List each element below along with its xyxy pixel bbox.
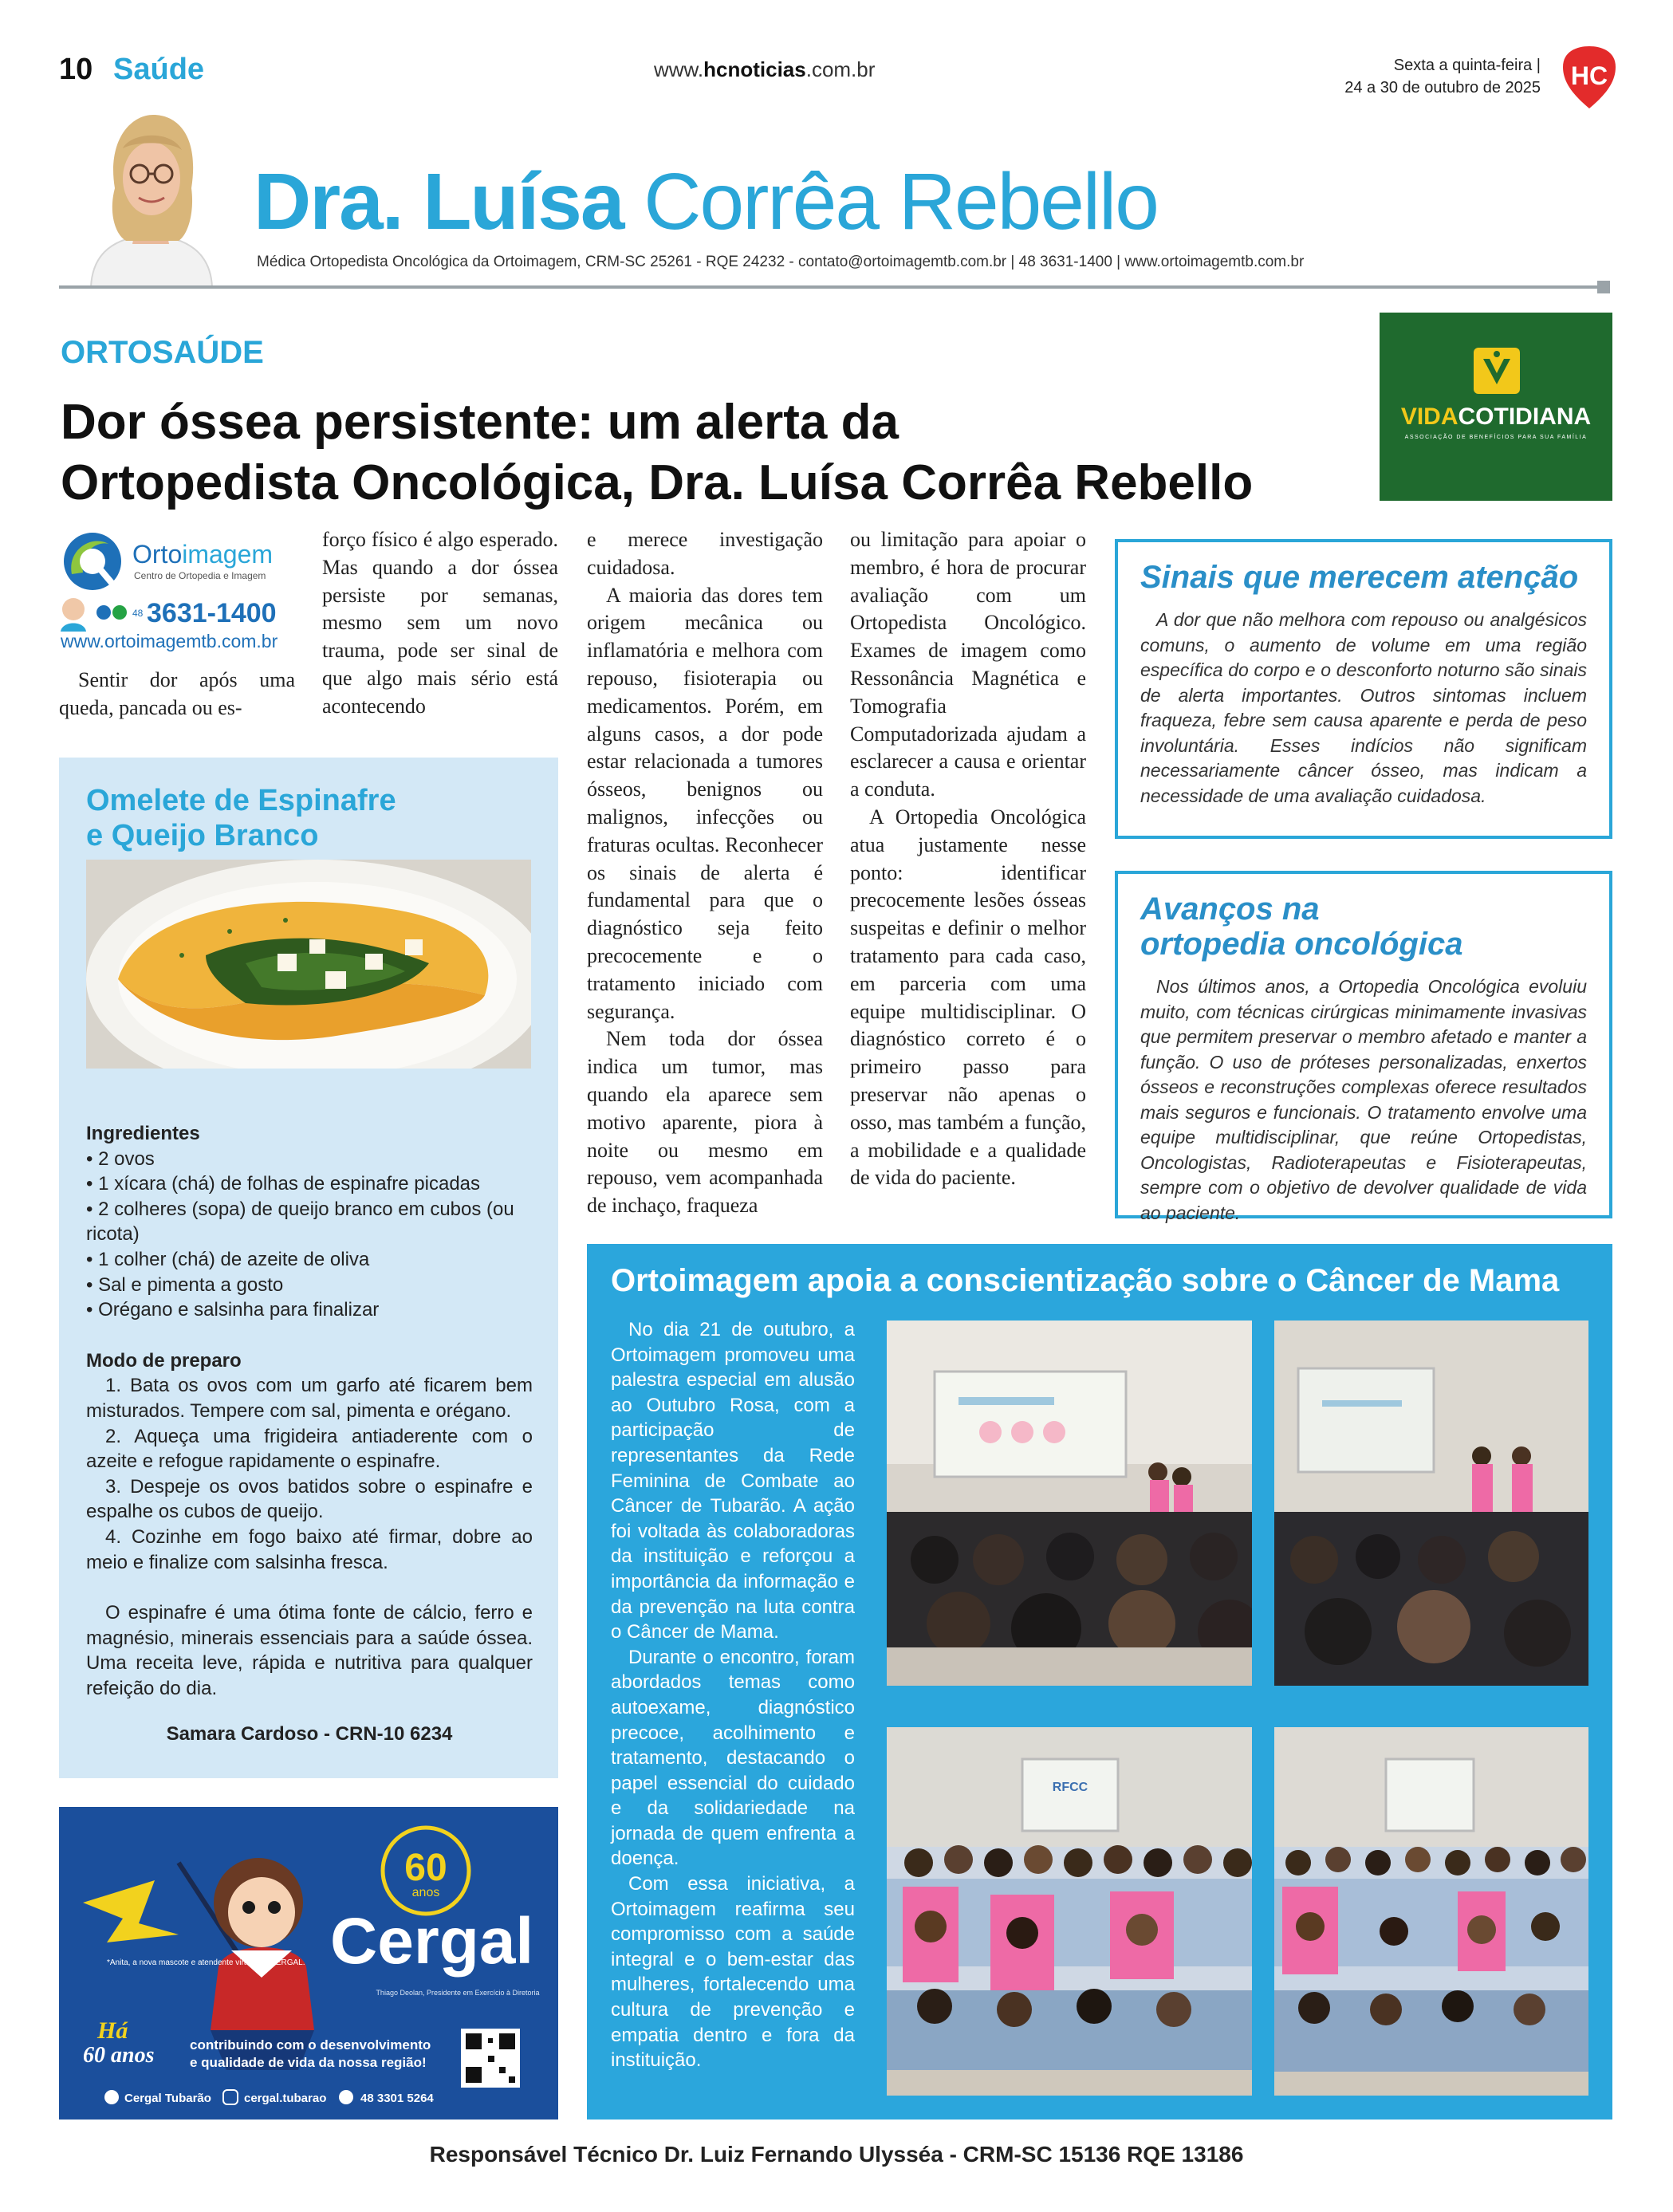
article-paragraph: Sentir dor após uma queda, pancada ou es-	[59, 668, 295, 719]
site-prefix: www.	[654, 57, 704, 81]
date-line-weekdays: Sexta a quinta-feira |	[1393, 57, 1541, 74]
method-steps	[86, 1373, 533, 1575]
ortoimagem-brand-part2: imagem	[182, 540, 274, 569]
warning-signs-title: Sinais que merecem atenção	[1140, 560, 1579, 595]
event-photo-group-1	[887, 1727, 1252, 2096]
date-line-range: 24 a 30 de outubro de 2025	[1344, 79, 1541, 96]
warning-signs-text: A dor que não melhora com repouso ou analgésicos comuns, o aumento de volume em uma região específica do corpo e o desconforto noturno são sinais de alerta importantes. Outros sintomas incluem fraqueza, febre sem causa aparente e perda de peso involuntária. Esses indícios não significam necessariamente câncer ósseo, mas indicam a necessidade de uma avaliação cuidadosa.	[1140, 609, 1587, 806]
facebook-icon	[104, 2090, 119, 2104]
ortoimagem-tagline: Centro de Ortopedia e Imagem	[134, 570, 266, 581]
vida-tagline: ASSOCIAÇÃO DE BENEFÍCIOS PARA SUA FAMÍLIA	[1404, 435, 1588, 440]
event-photo-lecture-1	[887, 1321, 1252, 1686]
advances-text: Nos últimos anos, a Ortopedia Oncológica evoluiu muito, com técnicas cirúrgicas minimamente invasivas que permitem preservar o membro afetado e manter a função. O uso de próteses personalizadas, enxertos ósseos e reconstruções complexas oferece resultados mais seguros e funcionais. O tratamento envolve uma equipe multidisciplinar, que reúne Ortopedistas, Oncologistas, Radioterapeutas e Fisioterapeutas, sempre com o objetivo de devolver qualidade de vida ao paciente.	[1140, 976, 1587, 1223]
recipe-title-line2: e Queijo Branco	[86, 819, 319, 852]
article-column-2	[322, 526, 558, 721]
ingredient-item: • 2 ovos	[86, 1147, 533, 1172]
ortoimagem-ddd: 48	[132, 608, 144, 619]
site-name: hcnoticias	[703, 57, 806, 81]
article-title-line2: Ortopedista Oncológica, Dra. Luísa Corrêa Rebello	[61, 455, 1254, 510]
article-column-3	[587, 526, 823, 1220]
recipe-title-line1: Omelete de Espinafre	[86, 784, 396, 817]
article-paragraph: A Ortopedia Oncológica atua justamente nesse ponto: identificar precocemente lesões ósseas suspeitas e definir o melhor tratamento para cada caso, em parceria com uma equipe multidisciplinar. O diagnóstico correto é o primeiro passo para preservar não apenas o osso, mas também a função, a mobilidade e a qualidade de vida do paciente.	[850, 805, 1086, 1190]
article-paragraph: e merece investigação cuidadosa.	[587, 528, 823, 579]
cergal-mascot-caption: *Anita, a nova mascote e atendente virtual da CERGAL.	[107, 1958, 305, 1967]
article-title	[61, 392, 1368, 514]
article-paragraph: Nem toda dor óssea indica um tumor, mas quando ela aparece sem motivo aparente, piora à noite ou mesmo em repouso, vem acompanhada de inchaço, fraqueza	[587, 1027, 823, 1218]
vida-brand-part1: VIDA	[1400, 403, 1458, 430]
advances-title-line1: Avanços na	[1140, 891, 1320, 927]
edition-dates	[1344, 54, 1541, 99]
panel-title: Ortoimagem apoia a conscientização sobre o Câncer de Mama	[611, 1263, 1560, 1298]
omelette-photo	[86, 860, 531, 1069]
recipe-box	[59, 758, 558, 1778]
method-step: 4. Cozinhe em fogo baixo até firmar, dobre ao meio e finalize com salsinha fresca.	[86, 1525, 533, 1573]
event-photo-group-2	[1274, 1727, 1588, 2096]
vida-brand-part2: COTIDIANA	[1458, 403, 1592, 430]
recipe-author: Samara Cardoso - CRN-10 6234	[166, 1723, 453, 1746]
breast-cancer-panel	[587, 1244, 1612, 2120]
ingredient-item: • 1 xícara (chá) de folhas de espinafre picadas	[86, 1171, 533, 1197]
method-step: 1. Bata os ovos com um garfo até ficarem bem misturados. Tempere com sal, pimenta e orégano.	[86, 1375, 533, 1422]
recipe-body	[86, 1121, 533, 1747]
ingredients-list	[86, 1147, 533, 1323]
article-paragraph: forço físico é algo esperado. Mas quando a dor óssea persiste por semanas, mesmo sem um novo trauma, pode ser sinal de que algo mais sério está acontecendo	[322, 528, 558, 718]
ingredient-item: • Orégano e salsinha para finalizar	[86, 1297, 533, 1323]
screen-label: RFCC	[1052, 1781, 1088, 1794]
method-step: 2. Aqueça uma frigideira antiaderente com o azeite e refogue rapidamente o espinafre.	[86, 1425, 533, 1473]
ingredient-item: • 1 colher (chá) de azeite de oliva	[86, 1247, 533, 1273]
svg-text:VIDACOTIDIANA	[1401, 403, 1591, 430]
panel-paragraph: Com essa iniciativa, a Ortoimagem reafirma seu compromisso com a saúde integral e o bem-estar das mulheres, fortalecendo uma cultura de prevenção e empatia dentro e fora da instituição.	[611, 1873, 855, 2072]
columnist-last-name: Corrêa Rebello	[644, 157, 1158, 246]
columnist-first-name: Dra. Luísa	[254, 157, 624, 246]
svg-text:Ortoimagem	[132, 540, 273, 569]
ingredient-item: • 2 colheres (sopa) de queijo branco em cubos (ou ricota)	[86, 1197, 533, 1247]
ingredients-heading: Ingredientes	[86, 1123, 200, 1144]
ortoimagem-ad[interactable]	[59, 526, 298, 655]
columnist-name	[254, 156, 1158, 248]
advances-title-line2: ortopedia oncológica	[1140, 927, 1463, 962]
recipe-title	[86, 783, 485, 853]
columnist-credentials: Médica Ortopedista Oncológica da Ortoimagem, CRM-SC 25261 - RQE 24232 - contato@ortoimagemtb.com.br | 48 3631-1400 | www.ortoimagemtb.com.br	[257, 254, 1305, 270]
cergal-ha-years: 60 anos	[83, 2043, 155, 2068]
cergal-facebook[interactable]: Cergal Tubarão	[124, 2092, 211, 2105]
cergal-instagram[interactable]: cergal.tubarao	[244, 2092, 327, 2105]
cergal-president-caption: Thiago Deolan, Presidente em Exercício à Diretoria	[376, 1989, 540, 1997]
ingredient-item: • Sal e pimenta a gosto	[86, 1273, 533, 1298]
ortoimagem-website[interactable]: www.ortoimagemtb.com.br	[61, 631, 278, 651]
article-column-4	[850, 526, 1086, 1192]
recipe-note: O espinafre é uma ótima fonte de cálcio, ferro e magnésio, minerais essenciais para a saúde óssea. Uma receita leve, rápida e nutritiva para qualquer refeição do dia.	[86, 1602, 533, 1699]
panel-text	[611, 1317, 855, 2073]
cergal-ha-label: Há	[97, 2017, 128, 2044]
article-title-line1: Dor óssea persistente: um alerta da	[61, 395, 899, 450]
cergal-anniversary-word: anos	[411, 1886, 440, 1899]
phone-icon	[96, 605, 111, 620]
advances-box	[1115, 871, 1612, 1223]
cergal-brand: Cergal	[330, 1905, 534, 1978]
cergal-slogan-line1: contribuindo com o desenvolvimento	[190, 2037, 431, 2053]
columnist-portrait	[59, 100, 242, 287]
ortoimagem-phone[interactable]: 3631-1400	[147, 598, 277, 628]
site-suffix: .com.br	[805, 57, 876, 81]
cergal-anniversary-number: 60	[404, 1847, 447, 1889]
header-divider	[59, 285, 1609, 289]
article-column-1	[59, 667, 295, 722]
article-paragraph: ou limitação para apoiar o membro, é hora de procurar avaliação com um Ortopedista Oncológico. Exames de imagem como Ressonância Magnética e Tomografia Computadorizada ajudam a esclarecer a causa e orientar a conduta.	[850, 528, 1086, 801]
advances-title	[1140, 891, 1587, 962]
section-name: Saúde	[113, 53, 205, 86]
cergal-ad[interactable]	[59, 1807, 558, 2120]
page-number: 10	[59, 53, 93, 86]
cergal-whatsapp[interactable]: 48 3301 5264	[360, 2092, 434, 2105]
panel-paragraph: Durante o encontro, foram abordados temas como autoexame, diagnóstico precoce, acolhimento e tratamento, destacando o papel essencial do cuidado e da solidariedade na jornada de quem enfrenta a doença.	[611, 1646, 855, 1870]
whatsapp-icon	[112, 605, 127, 620]
footer-technical-responsible: Responsável Técnico Dr. Luiz Fernando Ulysséa - CRM-SC 15136 RQE 13186	[429, 2142, 1244, 2167]
hc-logo-text: HC	[1570, 61, 1608, 90]
hc-logo	[1560, 45, 1619, 110]
site-url[interactable]	[654, 57, 875, 82]
method-step: 3. Despeje os ovos batidos sobre o espinafre e espalhe os cubos de queijo.	[86, 1475, 533, 1523]
divider-corner	[1597, 281, 1610, 293]
method-heading: Modo de preparo	[86, 1349, 242, 1372]
whatsapp-icon	[339, 2090, 353, 2104]
panel-paragraph: No dia 21 de outubro, a Ortoimagem promoveu uma palestra especial em alusão ao Outubro Rosa, com a participação de representantes da Rede Feminina de Combate ao Câncer de Tubarão. A ação foi voltada às colaboradoras da instituição e reforçou a importância da informação e da prevenção na luta contra o Câncer de Mama.	[611, 1319, 855, 1643]
event-photo-lecture-2	[1274, 1321, 1588, 1686]
cergal-slogan-line2: e qualidade de vida da nossa região!	[190, 2055, 427, 2070]
vida-cotidiana-ad[interactable]	[1380, 313, 1612, 501]
article-paragraph: A maioria das dores tem origem mecânica ou inflamatória e melhora com repouso, fisioterapia ou medicamentos. Porém, em alguns casos, a dor pode estar relacionada a tumores ósseos, benignos ou malignos, infecções ou fraturas ocultas. Reconhecer os sinais de alerta é fundamental para que o diagnóstico seja feito precocemente e o tratamento iniciado com segurança.	[587, 583, 823, 1023]
article-kicker: ORTOSAÚDE	[61, 335, 264, 370]
ortoimagem-brand-part1: Orto	[132, 540, 183, 569]
warning-signs-box	[1115, 539, 1612, 839]
